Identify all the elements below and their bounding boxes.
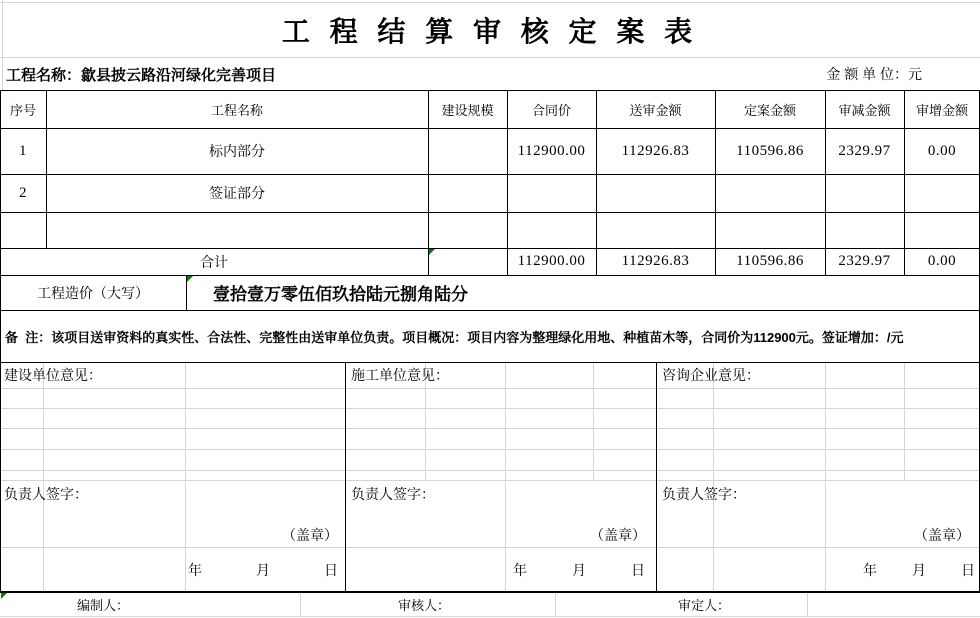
grid-line (0, 547, 980, 548)
header-cell-increase-amount: 审增金额 (915, 102, 968, 118)
grid-line (0, 480, 980, 481)
grid-line (43, 362, 44, 592)
row1-no: 1 (19, 142, 27, 159)
grid-line (505, 362, 506, 592)
grid-line (0, 470, 980, 471)
preparer-label: 编制人： (77, 597, 130, 613)
row1-name: 标内部分 (209, 143, 265, 159)
error-flag-icon (429, 249, 435, 255)
row1-contract: 112900.00 (517, 142, 586, 159)
header-cell-approved-amount: 定案金额 (743, 102, 796, 118)
year-label: 年 (513, 561, 527, 578)
header-cell-contract-price: 合同价 (531, 102, 571, 118)
day-label: 日 (631, 561, 645, 578)
consultant-seal-label: （盖章） (914, 527, 970, 543)
total-label: 合计 (200, 253, 228, 270)
day-label: 日 (961, 561, 975, 578)
grid-line (0, 591, 980, 593)
year-label: 年 (863, 561, 877, 578)
header-cell-no: 序号 (9, 102, 36, 118)
owner-sign-label: 负责人签字： (4, 486, 88, 502)
grid-line (185, 362, 186, 592)
total-contract: 112900.00 (517, 253, 586, 269)
row1-approved: 110596.86 (736, 142, 804, 159)
contractor-opinion-label: 施工单位意见： (351, 367, 449, 383)
grid-line (0, 408, 980, 409)
year-label: 年 (188, 561, 202, 578)
contractor-date-row (513, 547, 645, 592)
grid-line (0, 212, 980, 213)
owner-date-row (188, 547, 338, 592)
amount-words-value: 壹拾壹万零伍佰玖拾陆元捌角陆分 (213, 285, 468, 304)
consultant-opinion-label: 咨询企业意见： (662, 367, 760, 383)
total-increased: 0.00 (927, 253, 957, 269)
total-approved: 110596.86 (736, 253, 804, 269)
grid-line (713, 362, 714, 592)
row2-no: 2 (19, 184, 27, 201)
grid-line (0, 388, 980, 389)
header-cell-reduction-amount: 审减金额 (838, 102, 891, 118)
grid-line (825, 362, 826, 592)
form-title: 工 程 结 算 审 核 定 案 表 (281, 16, 699, 47)
grid-line (904, 362, 905, 480)
grid-line (300, 592, 301, 616)
grid-line (0, 362, 980, 363)
consultant-sign-label: 负责人签字： (662, 486, 746, 502)
grid-line (0, 449, 980, 450)
grid-line (807, 592, 808, 616)
day-label: 日 (324, 561, 338, 578)
approver-label: 审定人： (678, 597, 731, 613)
consultant-date-row (863, 547, 975, 592)
header-cell-project-name: 工程名称 (210, 102, 263, 118)
grid-line (0, 616, 980, 617)
header-cell-submitted-amount: 送审金额 (629, 102, 682, 118)
amount-words-label: 工程造价（大写） (37, 284, 149, 301)
amount-unit-label: 金 额 单 位：元 (826, 66, 922, 82)
total-reduced: 2329.97 (838, 253, 891, 269)
error-flag-icon (1, 593, 7, 599)
remark-note: 备 注：该项目送审资料的真实性、合法性、完整性由送审单位负责。项目概况：项目内容为整理绿化用地、种植苗木等，合同价为112900元。签证增加：/元 (5, 329, 904, 345)
project-name: 工程名称：歙县披云路沿河绿化完善项目 (6, 66, 277, 84)
header-cell-scale: 建设规模 (441, 102, 494, 118)
row1-increased: 0.00 (927, 142, 957, 159)
reviewer-label: 审核人： (398, 597, 451, 613)
contractor-seal-label: （盖章） (590, 527, 646, 543)
row2-name: 签证部分 (209, 185, 265, 201)
month-label: 月 (912, 561, 926, 578)
grid-line (345, 362, 346, 592)
grid-line (555, 592, 556, 616)
owner-opinion-label: 建设单位意见： (4, 367, 102, 383)
grid-line (656, 362, 657, 592)
month-label: 月 (572, 561, 586, 578)
month-label: 月 (256, 561, 270, 578)
contractor-sign-label: 负责人签字： (351, 486, 435, 502)
row1-submitted: 112926.83 (621, 142, 690, 159)
total-submitted: 112926.83 (621, 253, 690, 269)
row1-reduced: 2329.97 (838, 142, 891, 159)
grid-line (593, 362, 594, 480)
grid-line (0, 428, 980, 429)
error-flag-icon (187, 276, 193, 282)
owner-seal-label: （盖章） (282, 527, 338, 543)
